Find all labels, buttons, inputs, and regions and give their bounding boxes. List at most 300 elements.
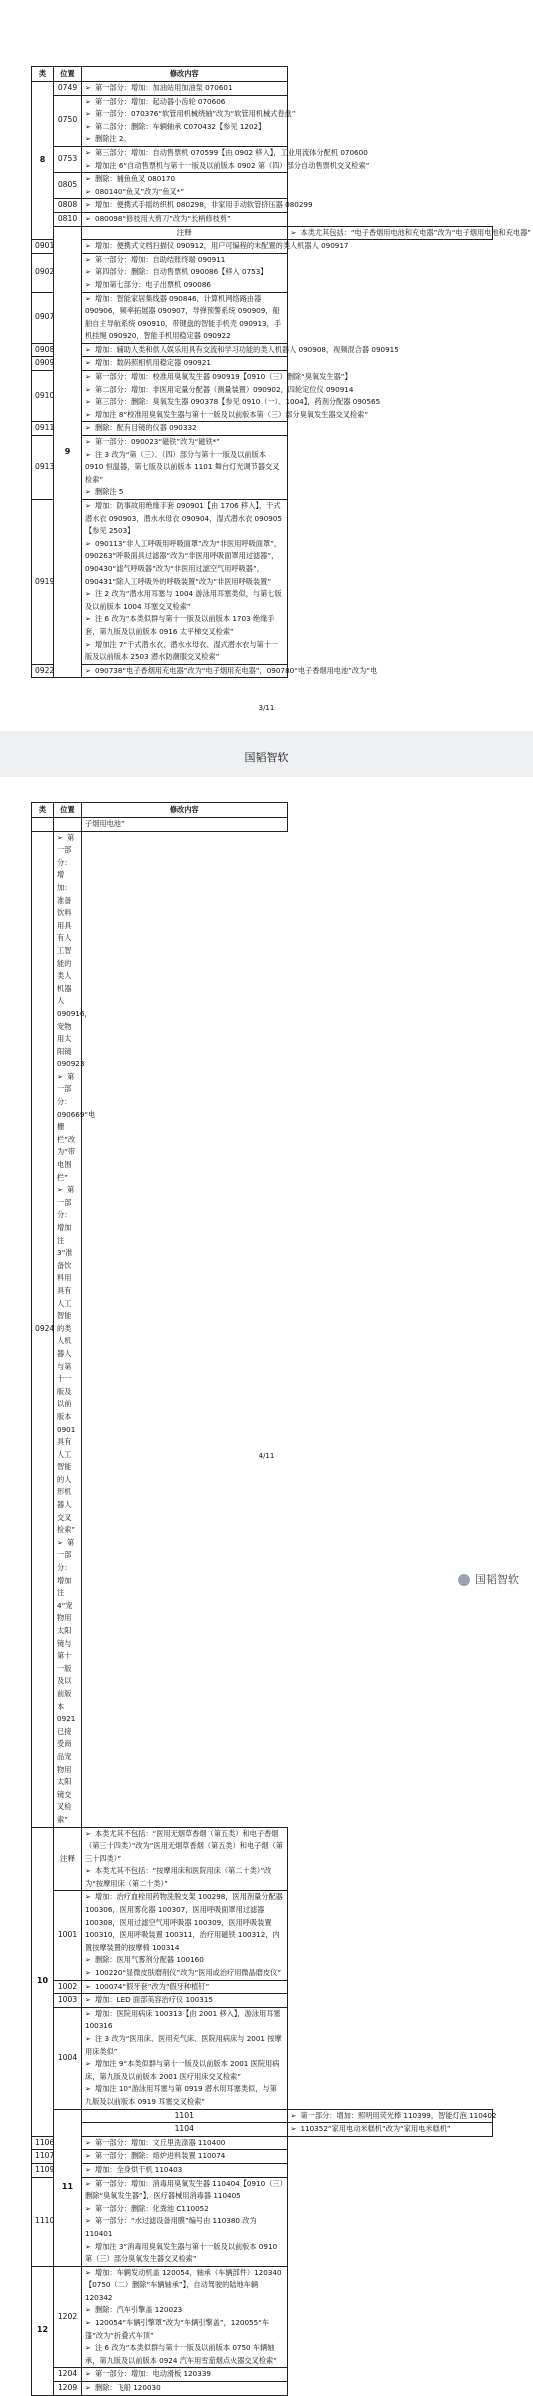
content-line (85, 199, 313, 212)
bullet-arrow-icon: ➢ (85, 615, 91, 624)
table-row (32, 173, 493, 199)
content-line (85, 344, 399, 357)
content-line (85, 2150, 284, 2163)
table-row (32, 253, 493, 292)
bullet-arrow-icon: ➢ (57, 1186, 63, 1195)
content-cell (82, 2368, 288, 2382)
content-line (85, 266, 284, 279)
bullet-arrow-icon: ➢ (57, 833, 63, 842)
table-row (32, 212, 493, 226)
content-line (85, 1828, 284, 1866)
class-cell: 8 (32, 82, 54, 240)
content-line (85, 186, 284, 199)
content-line (85, 1865, 284, 1890)
content-text: 第一部分：增加：消毒用臭氧发生器 110404【0910（三）删除“臭氧发生器”】，医疗器械用消毒器 110405 (85, 2178, 284, 2201)
content-line (85, 2368, 284, 2381)
content-text: 第一部分：增加：加油站用加油泵 070601 (95, 83, 233, 92)
page-number: 3/11 (258, 704, 275, 712)
content-text: 第一部分：增加注 4“宠物用太阳镜与第十一版及以前版本 0921 已接受商品宠物用太阳镜交叉检索” (57, 1537, 76, 1824)
content-line (85, 2008, 284, 2033)
position-cell: 1101 (82, 2109, 288, 2123)
content-cell (82, 422, 288, 436)
bullet-arrow-icon: ➢ (85, 2370, 91, 2379)
bullet-arrow-icon: ➢ (57, 1072, 63, 1081)
table-row (32, 2368, 493, 2382)
content-line (85, 422, 284, 435)
content-line (85, 2342, 284, 2367)
content-line (85, 486, 284, 499)
content-text: 注 3 改为“第（三）、（四）部分与第十一版及以前版本 0910 恒温器，第七版及以前版本 1101 舞台灯光调节器交叉检索” (85, 449, 280, 484)
content-line (85, 133, 284, 146)
content-text: 增加注 9“本类似群与第十一版及以前版本 2001 医院用病床，第九版及以前版本 2001 医疗用床交叉检索” (85, 2059, 280, 2081)
content-text: 增加注 3“消毒用臭氧发生器与第十一版及以前版本 0910 第（三）部分臭氧发生器交叉检索” (85, 2241, 278, 2264)
content-text: 第一部分：070376“软管用机械绕轴”改为“软管用机械式卷盘” (95, 109, 296, 119)
content-cell (82, 2382, 288, 2396)
table-row (32, 1827, 493, 1891)
bullet-arrow-icon: ➢ (290, 228, 297, 237)
bullet-arrow-icon: ➢ (85, 1996, 91, 2005)
content-line (85, 1994, 284, 2007)
page-4 (0, 777, 533, 2393)
content-line (85, 2137, 284, 2150)
bullet-arrow-icon: ➢ (85, 1969, 91, 1978)
table-row (32, 664, 493, 678)
class-cell (32, 818, 54, 832)
content-text: 注 6 改为“本类似群与第十一版及以前版本 1703 绝缘手套，第九版及以前版本 0916 太平梯交叉检索” (85, 614, 275, 636)
content-line (85, 613, 284, 638)
content-text: 增加：治疗血栓用药物洗脱支架 100298，医用剂量分配器 100306，医用雾化器 100307，医用呼吸面罩用过滤器 100308，医用过滤空气用呼吸器 100309，医用呼吸装置 100310，医用呼吸装置 100311，治疗用磁铁 100312，内置按摩装置的按摩椅 100314 (85, 1892, 283, 1952)
bullet-arrow-icon: ➢ (85, 2179, 91, 2188)
table-row (32, 95, 493, 146)
content-cell (82, 199, 313, 213)
bullet-arrow-icon: ➢ (85, 148, 91, 157)
content-text: 增加注 10“游泳用耳塞与第 0919 潜水用耳塞类似，与第九版及以前版本 0919 耳塞交叉检索” (85, 2084, 277, 2106)
content-line (85, 639, 284, 664)
content-text: 090113“非人工呼吸用呼吸面罩”改为“非医用呼吸面罩”，090263“呼吸面具过滤器”改为“非医用呼吸面罩用过滤器”，090430“滤气呼吸器”改为“非医用过滤空气用呼吸器”，090431“除人工呼吸外的呼吸装置”改为“非医用呼吸装置” (85, 538, 282, 586)
bullet-arrow-icon: ➢ (85, 1982, 91, 1991)
content-line (85, 449, 284, 487)
content-text: 删除：汽车引擎盖 120023 (95, 2305, 183, 2315)
content-cell (82, 436, 288, 500)
bullet-arrow-icon: ➢ (85, 175, 91, 184)
header-position: 位置 (54, 803, 82, 818)
bullet-arrow-icon: ➢ (85, 268, 91, 277)
content-text: 删除：医用气雾剂分配器 100160 (95, 1955, 204, 1965)
content-text: 本类尤其不包括：“医用无烟草香烟（第五类）和电子香烟（第三十四类）”改为“医用无烟草香烟（第五类）和电子烟（第三十四类）” (85, 1828, 283, 1863)
content-line (85, 538, 284, 588)
position-cell: 1202 (54, 2266, 82, 2368)
content-text: 增加注 6“自动售票机与第十一版及以前版本 0902 第（四）部分自动售票机交叉检索” (95, 160, 370, 170)
content-line (85, 147, 368, 160)
bullet-arrow-icon: ➢ (85, 398, 91, 407)
content-cell (82, 343, 399, 357)
content-text: 第一部分：增加：电动滑板 120339 (95, 2369, 211, 2379)
table-row (32, 818, 493, 832)
content-line (85, 500, 284, 538)
bullet-arrow-icon: ➢ (85, 1867, 91, 1876)
content-line (57, 1537, 78, 1827)
content-line (85, 2317, 284, 2342)
content-line (57, 832, 92, 1071)
table-row (32, 2266, 493, 2368)
table-row (32, 371, 493, 422)
position-cell: 1002 (54, 1980, 82, 1994)
content-cell (82, 292, 288, 343)
bullet-arrow-icon: ➢ (85, 385, 91, 394)
content-line (85, 2203, 284, 2216)
content-cell (82, 240, 349, 254)
content-line (85, 108, 296, 121)
bullet-arrow-icon: ➢ (85, 2344, 91, 2353)
content-text: 110352“家用电动米糕机”改为“家用电米糕机” (300, 2124, 451, 2134)
content-line (85, 818, 284, 831)
table-row (32, 240, 493, 254)
bullet-arrow-icon: ➢ (85, 2217, 91, 2226)
content-line (85, 1891, 284, 1954)
bullet-arrow-icon: ➢ (85, 424, 91, 433)
bullet-arrow-icon: ➢ (85, 255, 91, 264)
watermark (458, 1571, 519, 1587)
position-cell: 1109 (32, 2163, 54, 2177)
amendment-table-page-3 (31, 66, 532, 678)
content-text: 080098“修枝用大剪刀”改为“长柄修枝剪” (95, 213, 231, 223)
bullet-arrow-icon: ➢ (85, 122, 91, 131)
content-line (85, 82, 284, 95)
class-cell: 9 (54, 226, 82, 678)
page-number: 4/11 (258, 1452, 275, 1460)
content-line (85, 665, 378, 678)
content-text: 第一部分：增加：照明用荧光棒 110399，智能灯泡 110402 (300, 2110, 497, 2120)
content-line (85, 2382, 284, 2395)
position-cell: 1107 (32, 2150, 54, 2164)
position-cell: 注释 (54, 1827, 82, 1891)
position-cell: 0810 (54, 212, 82, 226)
content-cell (82, 2177, 288, 2266)
bullet-arrow-icon: ➢ (85, 2319, 91, 2328)
position-cell: 注释 (82, 226, 288, 240)
bullet-arrow-icon: ➢ (85, 373, 91, 382)
content-text: 第一部分：增加：自助结账终端 090911 (95, 254, 226, 264)
bullet-arrow-icon: ➢ (85, 2138, 91, 2147)
content-cell (82, 371, 381, 422)
table-header-row (32, 67, 493, 82)
header-class: 类 (32, 67, 54, 82)
content-text: 080140“鱼叉”改为“鱼叉*” (95, 186, 185, 196)
content-text: 注 6 改为“本类似群与第十一版及以前版本 0750 车辆轴承，第九版及以前版本 0924 汽车用雪茄烟点火器交叉检索” (85, 2343, 277, 2365)
bullet-arrow-icon: ➢ (85, 450, 91, 459)
bullet-arrow-icon: ➢ (85, 502, 91, 510)
bullet-arrow-icon: ➢ (85, 214, 91, 223)
content-text: 增加注 7“干式潜水衣、潜水水母衣、湿式潜水衣与第十一版及以前版本 2503 潜水防潮服交叉检索” (85, 639, 279, 662)
content-line (57, 1184, 78, 1537)
header-class: 类 (32, 803, 54, 818)
position-cell: 0913 (32, 436, 54, 500)
table-row (32, 226, 493, 240)
content-text: 增加第七部分：电子出票机 090086 (95, 279, 211, 289)
page-3 (0, 0, 533, 731)
table-row (32, 2150, 493, 2164)
bullet-arrow-icon: ➢ (85, 2306, 91, 2315)
content-line (85, 279, 284, 292)
content-text: 增加：LED 面部美容治疗仪 100315 (95, 1995, 213, 2005)
table-row (32, 357, 493, 371)
table-row (32, 2123, 493, 2137)
bullet-arrow-icon: ➢ (85, 2085, 91, 2094)
table-row (32, 292, 493, 343)
content-cell (82, 818, 288, 832)
content-text: 增加：防事故用绝缘手套 090901【由 1706 移入】，干式潜水衣 090903，潜水水母衣 090904，湿式潜水衣 090905【参见 2503】 (85, 501, 282, 536)
content-cell (82, 82, 288, 96)
bullet-arrow-icon: ➢ (85, 2268, 91, 2277)
content-text: 第一部分：“水过滤设备用膜”编号由 110380 改为 110401 (85, 2216, 257, 2238)
content-cell (82, 500, 288, 665)
content-line (85, 436, 284, 449)
position-cell: 1003 (54, 1994, 82, 2008)
content-text: 增加注 8“校准用臭氧发生器与第十一版及以前版本第（三）部分臭氧发生器交叉检索” (95, 409, 369, 419)
content-line (85, 293, 284, 343)
content-cell (82, 1891, 288, 1980)
bullet-arrow-icon: ➢ (85, 1956, 91, 1965)
content-line (290, 2110, 497, 2123)
content-line (85, 213, 284, 226)
content-text: 子烟用电池” (85, 819, 125, 828)
content-cell (82, 357, 288, 371)
content-text: 第一部分：增加：起动器小齿轮 070606 (95, 96, 226, 106)
content-text: 增加：医院用病床 100313【由 2001 移入】，游泳用耳塞 100316 (85, 2008, 281, 2031)
content-cell (82, 1827, 288, 1891)
content-line (85, 2058, 284, 2083)
content-text: 本类尤其不包括：“按摩用床和医院用床（第二十类）”改为“按摩用床（第二十类）” (85, 1866, 272, 1888)
bullet-arrow-icon: ➢ (85, 590, 91, 599)
content-text: 100220“显微皮肤磨削仪”改为“医用或治疗用微晶磨皮仪” (95, 1968, 282, 1978)
content-cell (54, 831, 96, 1827)
content-line (85, 2164, 284, 2177)
content-line (85, 2267, 284, 2305)
content-text: 第四部分：删除：自动售票机 090086【移入 0753】 (95, 267, 268, 277)
bullet-arrow-icon: ➢ (85, 2152, 91, 2161)
table-row (32, 2109, 493, 2123)
bullet-arrow-icon: ➢ (85, 161, 91, 170)
content-cell (82, 173, 288, 199)
watermark-text: 国韬智软 (475, 1573, 519, 1586)
position-cell: 0805 (54, 173, 82, 199)
content-text: 第二部分：增加：非医用定量分配器（测量装置）090902，四轮定位仪 090914 (95, 384, 354, 394)
bullet-arrow-icon: ➢ (85, 84, 91, 92)
table-row (32, 146, 493, 172)
bullet-arrow-icon: ➢ (85, 438, 91, 447)
bullet-arrow-icon: ➢ (85, 2242, 91, 2251)
position-cell: 0753 (54, 146, 82, 172)
bullet-arrow-icon: ➢ (85, 666, 91, 675)
bullet-arrow-icon: ➢ (85, 345, 91, 354)
wechat-icon (458, 1574, 470, 1586)
table-row (32, 2382, 493, 2396)
bullet-arrow-icon: ➢ (290, 2125, 297, 2134)
content-text: 第一部分：删除：熔炉进料装置 110074 (95, 2151, 226, 2161)
content-text: 增加：辅助人类和供人娱乐用具有交流和学习功能的类人机器人 090908，视频混合器 090915 (95, 344, 399, 354)
content-line (85, 121, 284, 134)
position-cell (54, 818, 82, 832)
content-text: 删除注 5 (95, 487, 124, 497)
content-text: 第一部分：增加：准备饮料用具有人工智能的类人机器人 090916，宠物用太阳镜 090923 (57, 832, 92, 1069)
bullet-arrow-icon: ➢ (85, 1893, 91, 1902)
bullet-arrow-icon: ➢ (85, 488, 91, 497)
content-text: 增加：全身烘干机 110403 (95, 2164, 183, 2174)
content-line (85, 2178, 284, 2203)
position-cell: 0911 (32, 422, 54, 436)
content-line (85, 2215, 284, 2240)
bullet-arrow-icon: ➢ (290, 2111, 297, 2120)
position-cell: 0750 (54, 95, 82, 146)
content-cell (287, 2123, 493, 2137)
bullet-arrow-icon: ➢ (85, 2165, 91, 2174)
content-line (85, 240, 349, 253)
content-text: 090738“电子香烟用充电器”改为“电子烟用充电器”，090780“电子香烟用电池”改为“电 (95, 665, 378, 675)
content-line (85, 409, 369, 422)
position-cell: 1209 (54, 2382, 82, 2396)
position-cell: 0901 (32, 240, 54, 254)
content-cell (82, 2136, 288, 2150)
bullet-arrow-icon: ➢ (85, 2060, 91, 2069)
content-line (85, 2083, 284, 2108)
content-line (290, 227, 532, 240)
content-cell (82, 212, 288, 226)
position-cell: 0902 (32, 253, 54, 292)
content-cell (82, 2150, 288, 2164)
position-cell: 1104 (82, 2123, 288, 2137)
position-cell: 0922 (32, 664, 54, 678)
content-text: 本类尤其包括：“电子香烟用电池和充电器”改为“电子烟用电池和充电器” (300, 227, 532, 237)
content-text: 120054“车辆引擎罩”改为“车辆引擎盖”，120055“车篷”改为“折叠式车顶” (85, 2318, 270, 2340)
content-text: 100074“假牙套”改为“假牙种植钉” (95, 1981, 210, 1991)
header-content: 修改内容 (82, 67, 288, 82)
bullet-arrow-icon: ➢ (85, 135, 91, 144)
position-cell: 0808 (54, 199, 82, 213)
bullet-arrow-icon: ➢ (85, 242, 91, 251)
position-cell: 0919 (32, 500, 54, 665)
content-text: 增加：数码照相机用稳定器 090921 (95, 358, 211, 368)
content-text: 删除注 2。 (95, 134, 131, 144)
content-text: 增加：智能家居集线器 090846，计算机网络路由器 090906，频率拓展器 090907，导弹预警系统 090909，船舶自主导航系统 090910，带键盘的智能手机壳 090913，手机挂绳 090920，智能手机用稳定器 090922 (85, 293, 282, 341)
bullet-arrow-icon: ➢ (85, 187, 91, 196)
content-cell (82, 1994, 288, 2008)
table-row (32, 1980, 493, 1994)
position-cell: 1106 (32, 2136, 54, 2150)
content-cell (82, 1980, 288, 1994)
bullet-arrow-icon: ➢ (85, 110, 91, 119)
bullet-arrow-icon: ➢ (85, 2204, 91, 2213)
bullet-arrow-icon: ➢ (85, 2384, 91, 2393)
content-text: 删除：配有目镜的仪器 090332 (95, 423, 197, 433)
content-cell (287, 2109, 497, 2123)
position-cell: 1001 (54, 1891, 82, 1980)
content-line (85, 173, 284, 186)
content-text: 第一部分：090669“电栅栏”改为“带电围栏” (57, 1071, 96, 1182)
content-text: 注 2 改为“潜水用耳塞与 1004 游泳用耳塞类似，与第七版及以前版本 1004 耳塞交叉检索” (85, 589, 282, 611)
bullet-arrow-icon: ➢ (85, 280, 91, 289)
content-cell (82, 2266, 288, 2368)
content-text: 第三部分：删除：臭氧发生器 090378【参见 0910（一）、1004】，药剂分配器 090565 (95, 397, 381, 407)
content-cell (82, 95, 296, 146)
position-cell: 0910 (32, 371, 54, 422)
position-cell: 1110 (32, 2177, 54, 2266)
content-line (85, 1967, 284, 1980)
content-line (85, 254, 284, 267)
bullet-arrow-icon: ➢ (85, 410, 91, 419)
content-line (291, 2123, 490, 2136)
bullet-arrow-icon: ➢ (57, 1538, 63, 1547)
class-cell: 12 (32, 2266, 54, 2395)
position-cell: 0924 (32, 831, 54, 1827)
bullet-arrow-icon: ➢ (85, 2035, 91, 2043)
page-header-title: 国韬智软 (244, 751, 289, 764)
content-text: 增加：便携式手摇纺织机 080298，非家用手动软管挤压器 080299 (95, 200, 313, 210)
class-cell: 11 (54, 2109, 82, 2266)
table-row (32, 1994, 493, 2008)
position-cell: 1004 (54, 2007, 82, 2109)
table-row (32, 436, 493, 500)
position-cell: 0909 (32, 357, 54, 371)
bullet-arrow-icon: ➢ (85, 294, 91, 303)
content-line (85, 1981, 284, 1994)
position-cell: 0908 (32, 343, 54, 357)
bullet-arrow-icon: ➢ (85, 539, 91, 548)
content-text: 第一部分：增加：校准用臭氧发生器 090919【0910（三）删除“臭氧发生器”】 (95, 372, 352, 382)
content-line (85, 371, 352, 384)
content-cell (82, 253, 288, 292)
table-header-row (32, 803, 493, 818)
content-line (85, 396, 381, 409)
table-row (32, 2177, 493, 2266)
position-cell: 0749 (54, 82, 82, 96)
content-line (85, 1954, 284, 1967)
position-cell: 1204 (54, 2368, 82, 2382)
table-row (32, 199, 493, 213)
class-cell: 10 (32, 1827, 54, 2136)
content-text: 删除：捕鱼鱼叉 080170 (95, 174, 176, 184)
content-cell (82, 664, 378, 678)
header-position: 位置 (54, 67, 82, 82)
table-row (32, 2007, 493, 2109)
content-line (85, 2241, 284, 2266)
content-cell (82, 2163, 288, 2177)
table-row (32, 422, 493, 436)
content-cell (82, 146, 370, 172)
bullet-arrow-icon: ➢ (85, 2009, 91, 2018)
bullet-arrow-icon: ➢ (85, 97, 91, 106)
table-row (32, 2163, 493, 2177)
table-row (32, 2136, 493, 2150)
table-row (32, 831, 493, 1827)
content-text: 删除：飞船 120030 (95, 2383, 161, 2393)
content-line (85, 588, 284, 613)
content-cell (287, 226, 532, 240)
table-row (32, 82, 493, 96)
content-line (85, 384, 354, 397)
content-cell (82, 2007, 288, 2109)
content-text: 第一部分：090023“磁铁”改为“磁铁*” (95, 437, 220, 447)
content-text: 第二部分：删除：车辆轴承 C070432【参见 1202】 (95, 121, 266, 131)
table-row (32, 343, 493, 357)
content-text: 增加：便携式文档扫描仪 090912，用户可编程的未配置的类人机器人 090917 (95, 241, 349, 251)
table-row (32, 1891, 493, 1980)
bullet-arrow-icon: ➢ (85, 640, 91, 649)
content-line (85, 2033, 284, 2058)
content-text: 注 3 改为“医用床、医用充气床、医院用病床与 2001 按摩用床类似” (85, 2034, 282, 2056)
bullet-arrow-icon: ➢ (85, 201, 91, 210)
content-line (85, 160, 370, 173)
content-text: 增加：车辆发动机盖 120054，轴承（车辆部件）120340【0750（二）删除“车辆轴承”】，自动驾驶的陆地车辆 120342 (85, 2267, 282, 2302)
